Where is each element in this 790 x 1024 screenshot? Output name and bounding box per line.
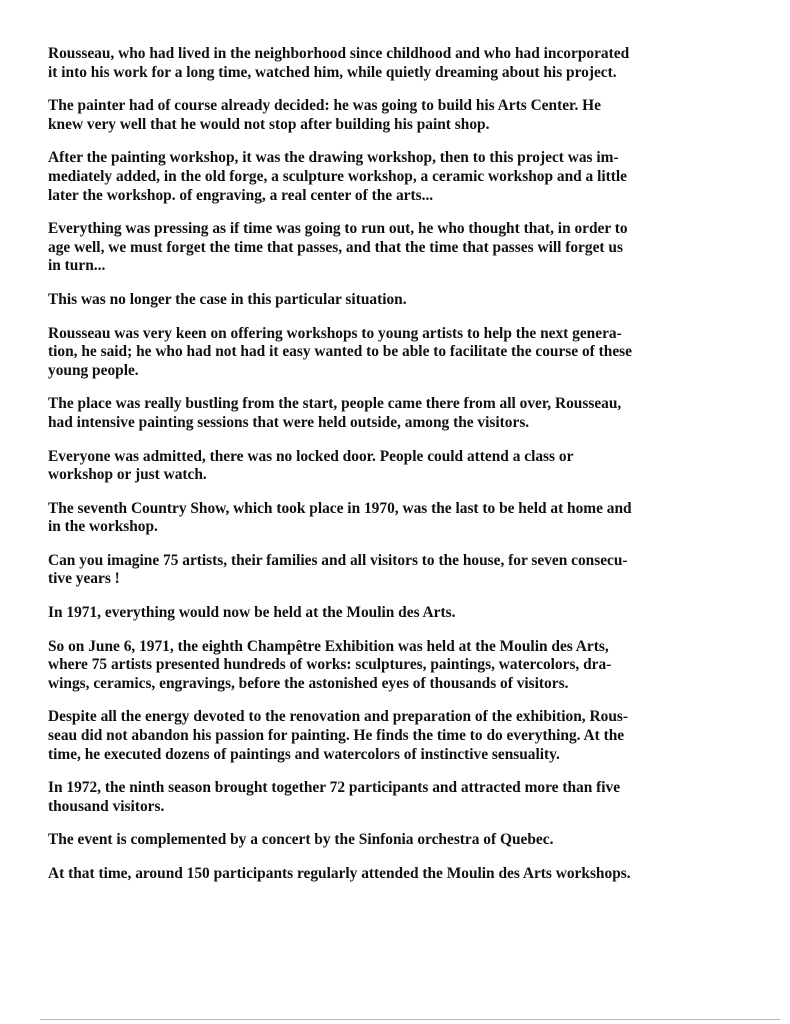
paragraph-9: The seventh Country Show, which took place in 1970, was the last to be held at home and in the workshop.: [48, 499, 632, 536]
paragraph-6: Rousseau was very keen on offering workshops to young artists to help the next genera- tion, he said; he who had not had it easy wanted to be able to facilitate the course of these young people.: [48, 324, 632, 379]
paragraph-12: So on June 6, 1971, the eighth Champêtre Exhibition was held at the Moulin des Arts, where 75 artists presented hundreds of works: sculptures, paintings, watercolors, dra- wings, ceramics, engravings, before the astonished eyes of thousands of visitors.: [48, 637, 612, 692]
paragraph-8: Everyone was admitted, there was no locked door. People could attend a class or workshop or just watch.: [48, 447, 574, 484]
paragraph-16: At that time, around 150 participants regularly attended the Moulin des Arts workshops.: [48, 865, 631, 882]
body-text: [48, 45, 744, 899]
paragraph-5: This was no longer the case in this particular situation.: [48, 290, 407, 308]
paragraph-11: In 1971, everything would now be held at the Moulin des Arts.: [48, 604, 456, 622]
paragraph-14: In 1972, the ninth season brought together 72 participants and attracted more than five thousand visitors.: [48, 779, 621, 815]
paragraph-7: The place was really bustling from the start, people came there from all over, Rousseau, had intensive painting sessions that were held outside, among the visitors.: [48, 395, 622, 431]
paragraph-1: Rousseau, who had lived in the neighborhood since childhood and who had incorporated it into his work for a long time, watched him, while quietly dreaming about his project.: [48, 45, 630, 81]
paragraph-15: The event is complemented by a concert by the Sinfonia orchestra of Quebec.: [48, 831, 554, 849]
paragraph-2: The painter had of course already decided: he was going to build his Arts Center. He knew very well that he would not stop after building his paint shop.: [48, 97, 601, 133]
paragraph-13: Despite all the energy devoted to the renovation and preparation of the exhibition, Rous- seau did not abandon his passion for painting. He finds the time to do everything. At the time, he executed dozens of paintings and watercolors of instinctive sensuality.: [48, 708, 628, 763]
paragraph-3: After the painting workshop, it was the drawing workshop, then to this project was im- mediately added, in the old forge, a sculpture workshop, a ceramic workshop and a little later the workshop. of engraving, a real center of the arts...: [48, 149, 628, 204]
paragraph-10: Can you imagine 75 artists, their families and all visitors to the house, for seven consecu- tive years !: [48, 551, 628, 588]
paragraph-4: Everything was pressing as if time was going to run out, he who thought that, in order to age well, we must forget the time that passes, and that the time that passes will forget us in turn...: [48, 220, 628, 275]
scan-edge-line: [40, 1019, 780, 1020]
